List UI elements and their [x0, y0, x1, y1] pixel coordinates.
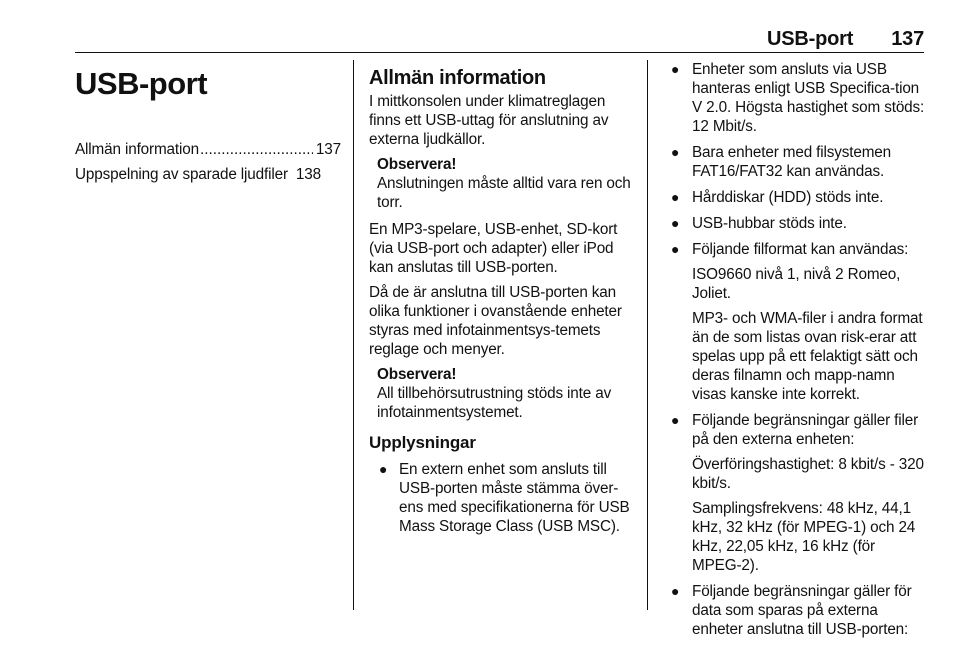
bullet-icon: ●	[671, 189, 680, 205]
left-column	[75, 60, 341, 190]
toc-entry-label: Uppspelning av sparade ljudfiler	[75, 166, 288, 183]
list-item-text: USB-hubbar stöds inte.	[692, 215, 847, 232]
list-item	[664, 60, 928, 136]
bullet-icon: ●	[379, 461, 388, 477]
middle-column	[369, 60, 637, 543]
bullet-icon: ●	[671, 583, 680, 599]
toc-entry-general[interactable]	[75, 140, 341, 159]
list-item-subtext: Samplingsfrekvens: 48 kHz, 44,1 kHz, 32 kHz (för MPEG-1) och 24 kHz, 22,05 kHz, 16 kHz (för MPEG-2).	[692, 500, 916, 574]
list-item-text: Enheter som ansluts via USB hanteras enligt USB Specifica-tion V 2.0. Högsta hastighet som stöds: 12 Mbit/s.	[692, 61, 925, 135]
list-item	[369, 460, 637, 536]
list-item-subtext: MP3- och WMA-filer i andra format än de som listas ovan risk-erar att spelas upp på ett felaktigt sätt och deras filnamn och mapp-namn visas kanske inte korrekt.	[692, 310, 923, 403]
toc-entry-label: Allmän information	[75, 141, 199, 158]
page-header	[75, 28, 924, 52]
bullet-icon: ●	[671, 144, 680, 160]
bullet-icon: ●	[671, 241, 680, 257]
toc-leader	[200, 140, 313, 159]
bullet-icon: ●	[671, 61, 680, 77]
list-item-text: En extern enhet som ansluts till USB-porten måste stämma över-ens med specifikationerna för USB Mass Storage Class (USB MSC).	[399, 461, 630, 535]
toc-entry-playback[interactable]	[75, 165, 341, 184]
header-page-number: 137	[891, 28, 924, 50]
spec-list	[664, 60, 928, 639]
list-item-text: Följande begränsningar gäller för data som sparas på externa enheter anslutna till USB-porten:	[692, 583, 912, 638]
toc-entry-page: 137	[315, 141, 341, 158]
list-item-text: Hårddiskar (HDD) stöds inte.	[692, 189, 884, 206]
paragraph: En MP3-spelare, USB-enhet, SD-kort (via USB-port och adapter) eller iPod kan anslutas till USB-porten.	[369, 221, 618, 276]
list-item	[664, 143, 928, 181]
list-item	[664, 214, 928, 233]
note-box	[377, 365, 637, 422]
toc-entry-page: 138	[295, 166, 321, 183]
header-rule	[75, 52, 924, 53]
note-text: All tillbehörsutrustning stöds inte av infotainmentsystemet.	[377, 385, 612, 421]
list-item-text: Följande filformat kan användas:	[692, 241, 909, 258]
section-title-info: Upplysningar	[369, 433, 476, 452]
column-divider-1	[353, 60, 354, 610]
header-title: USB-port	[767, 28, 854, 50]
info-list	[369, 460, 637, 536]
column-divider-2	[647, 60, 648, 610]
right-column	[664, 60, 928, 646]
note-box	[377, 155, 637, 212]
list-item-text: Bara enheter med filsystemen FAT16/FAT32 kan användas.	[692, 144, 892, 180]
list-item-text: Följande begränsningar gäller filer på den externa enheten:	[692, 412, 919, 448]
list-item	[664, 411, 928, 575]
list-item	[664, 188, 928, 207]
intro-paragraph: I mittkonsolen under klimatreglagen finns ett USB-uttag för anslutning av externa ljudkällor.	[369, 93, 609, 148]
list-item	[664, 240, 928, 404]
list-item	[664, 582, 928, 639]
paragraph: Då de är anslutna till USB-porten kan olika funktioner i ovanstående enheter styras med infotainmentsys-temets reglage och menyer.	[369, 284, 622, 358]
bullet-icon: ●	[671, 412, 680, 428]
note-text: Anslutningen måste alltid vara ren och torr.	[377, 175, 631, 211]
note-label: Observera!	[377, 156, 457, 173]
list-item-subtext: ISO9660 nivå 1, nivå 2 Romeo, Joliet.	[692, 266, 901, 302]
list-item-subtext: Överföringshastighet: 8 kbit/s - 320 kbit/s.	[692, 456, 924, 492]
bullet-icon: ●	[671, 215, 680, 231]
note-label: Observera!	[377, 366, 457, 383]
section-title-general: Allmän information	[369, 67, 546, 89]
chapter-title: USB-port	[75, 66, 208, 101]
